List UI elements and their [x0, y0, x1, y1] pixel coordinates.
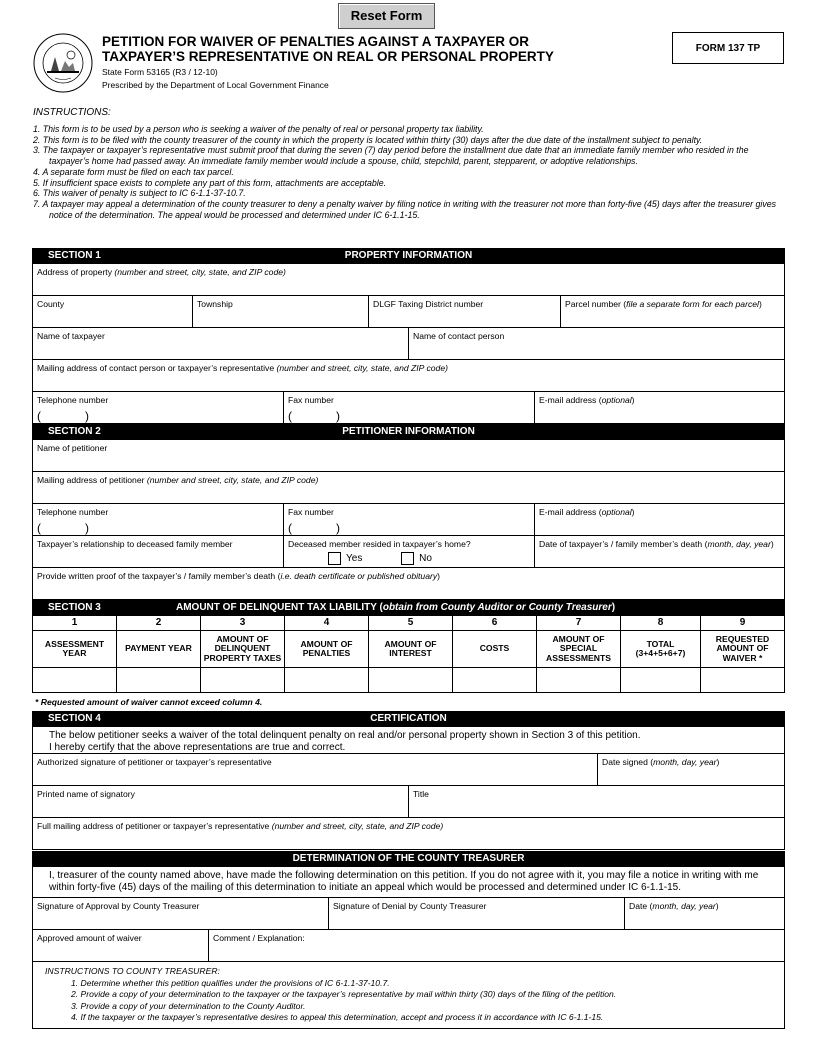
instructions-list	[33, 124, 783, 220]
county-field[interactable]: County	[33, 296, 193, 327]
property-address-field[interactable]: Address of property (number and street, city, state, and ZIP code)	[37, 267, 286, 277]
comment-field[interactable]: Comment / Explanation:	[213, 933, 305, 943]
petitioner-telephone-field[interactable]: Telephone number ( )	[33, 504, 284, 535]
assessment-year-input[interactable]	[33, 668, 117, 692]
printed-name-field[interactable]: Printed name of signatory	[33, 786, 409, 817]
form-body	[32, 248, 785, 1029]
petitioner-name-field[interactable]: Name of petitioner	[37, 443, 108, 453]
proof-of-death-field[interactable]: Provide written proof of the taxpayer’s / family member’s death (i.e. death certificate or published obituary)	[37, 571, 441, 581]
determination-date-field[interactable]: Date (month, day, year)	[629, 901, 719, 911]
special-assessments-input[interactable]	[537, 668, 621, 692]
fax-field[interactable]: Fax number ( )	[284, 392, 535, 423]
parcel-number-field[interactable]: Parcel number (file a separate form for each parcel)	[565, 299, 762, 309]
township-field[interactable]: Township	[193, 296, 369, 327]
petitioner-email-field[interactable]: E-mail address (optional)	[539, 507, 635, 517]
contact-mailing-address-field[interactable]: Mailing address of contact person or taxpayer’s representative (number and street, city, state, and ZIP code)	[37, 363, 448, 373]
instruction-item: 1. This form is to be used by a person who is seeking a waiver of the penalty of real or personal property tax liability.	[33, 124, 484, 134]
section3-header: SECTION 3 AMOUNT OF DELINQUENT TAX LIABILITY (obtain from County Auditor or County Treasurer)	[32, 600, 785, 616]
determination-header: DETERMINATION OF THE COUNTY TREASURER	[32, 851, 785, 867]
liability-table-row[interactable]	[32, 668, 785, 693]
instruction-item: 2. This form is to be filed with the county treasurer of the county in which the property is located within thirty (30) days after the due date of the installment subject to penalty.	[33, 134, 703, 145]
treasurer-instruction-item: 1. Determine whether this petition qualifies under the provisions of IC 6-1.1-37-10.7.	[71, 977, 390, 988]
waiver-note: * Requested amount of waiver cannot exceed column 4.	[35, 697, 263, 707]
approval-signature-field[interactable]: Signature of Approval by County Treasurer	[33, 898, 329, 929]
date-of-death-field[interactable]: Date of taxpayer’s / family member’s death (month, day, year)	[539, 539, 774, 549]
state-seal-icon	[33, 33, 93, 93]
instruction-item: 4. A separate form must be filed on each tax parcel.	[33, 166, 234, 177]
section4-header: SECTION 4 CERTIFICATION	[32, 711, 785, 727]
title-field[interactable]: Title	[413, 789, 429, 799]
full-mailing-address-field[interactable]: Full mailing address of petitioner or taxpayer’s representative (number and street, city, state, and ZIP code)	[37, 821, 444, 831]
payment-year-input[interactable]	[117, 668, 201, 692]
state-form-number: State Form 53165 (R3 / 12-10)	[102, 67, 218, 77]
treasurer-instruction-item: 2. Provide a copy of your determination to the taxpayer or the taxpayer’s representative by mail within thirty (30) days of the filing of the petition.	[71, 989, 617, 999]
contact-name-field[interactable]: Name of contact person	[413, 331, 505, 341]
no-checkbox[interactable]	[401, 552, 414, 565]
interest-input[interactable]	[369, 668, 453, 692]
section1-header: SECTION 1 PROPERTY INFORMATION	[32, 248, 785, 264]
determination-statement: I, treasurer of the county named above, have made the following determination on this petition. If you do not agree with it, you may file a notice in writing with me within forty-five (45) days of the mailing of this determination to initiate an appeal which would be processed and determined under IC 6-1.1-15.	[32, 867, 785, 898]
no-label: No	[419, 553, 432, 565]
instruction-item: 5. If insufficient space exists to complete any part of this form, attachments are acceptable.	[33, 177, 387, 188]
form-number-box: FORM 137 TP	[672, 32, 784, 64]
telephone-field[interactable]: Telephone number ( )	[33, 392, 284, 423]
instruction-item: 6. This waiver of penalty is subject to IC 6-1.1-37-10.7.	[33, 188, 246, 199]
requested-waiver-input[interactable]	[701, 668, 784, 692]
delinquent-taxes-input[interactable]	[201, 668, 285, 692]
instructions-heading: INSTRUCTIONS:	[33, 107, 111, 118]
petitioner-mailing-address-field[interactable]: Mailing address of petitioner (number and street, city, state, and ZIP code)	[37, 475, 319, 485]
liability-table-header: ASSESSMENT YEAR PAYMENT YEAR AMOUNT OF DELINQUENT PROPERTY TAXES AMOUNT OF PENALTIES AMOUNT OF INTEREST COSTS AMOUNT OF SPECIAL ASSESSMENTS TOTAL (3+4+5+6+7) REQUESTED AMOUNT OF WAIVER *	[32, 631, 785, 668]
relationship-field[interactable]: Taxpayer’s relationship to deceased family member	[33, 536, 284, 567]
denial-signature-field[interactable]: Signature of Denial by County Treasurer	[329, 898, 625, 929]
section2-header: SECTION 2 PETITIONER INFORMATION	[32, 424, 785, 440]
prescribed-by: Prescribed by the Department of Local Government Finance	[102, 80, 329, 90]
column-numbers: 1 2 3 4 5 6 7 8 9	[32, 616, 785, 631]
treasurer-instruction-item: 4. If the taxpayer or the taxpayer’s representative desires to appeal this determination, accept and process it in accordance with IC 6-1.1-15.	[71, 1012, 604, 1022]
penalties-input[interactable]	[285, 668, 369, 692]
email-field[interactable]: E-mail address (optional)	[539, 395, 635, 405]
instruction-item: 3. The taxpayer or taxpayer’s representative must submit proof that during the seven (7) day period before the installment due date that an immediate family member who resided in the taxpayer’s home had passed away. An immediate family member would include a spouse, child, stepchild, parent, stepparent, or adoptive relationships.	[33, 145, 749, 167]
resided-question: Deceased member resided in taxpayer’s home? Yes No	[284, 536, 535, 567]
taxpayer-name-field[interactable]: Name of taxpayer	[33, 328, 409, 359]
yes-checkbox[interactable]	[328, 552, 341, 565]
dlgf-district-field[interactable]: DLGF Taxing District number	[369, 296, 561, 327]
total-input[interactable]	[621, 668, 701, 692]
petitioner-fax-field[interactable]: Fax number ( )	[284, 504, 535, 535]
date-signed-field[interactable]: Date signed (month, day, year)	[602, 757, 720, 767]
instruction-item: 7. A taxpayer may appeal a determination of the county treasurer to deny a penalty waiver by filing notice in writing with the treasurer not more than forty-five (45) days after the treasurer gives notice of the determination. The appeal would be processed and determined under IC 6-1.1-15.	[33, 198, 777, 220]
certification-statement: The below petitioner seeks a waiver of the total delinquent penalty on real and/or personal property shown in Section 3 of this petition. I hereby certify that the above representations are true and correct.	[32, 727, 785, 754]
costs-input[interactable]	[453, 668, 537, 692]
form-title: PETITION FOR WAIVER OF PENALTIES AGAINST A TAXPAYER OR TAXPAYER’S REPRESENTATIVE ON REAL OR PERSONAL PROPERTY	[102, 34, 554, 64]
petitioner-signature-field[interactable]: Authorized signature of petitioner or taxpayer’s representative	[33, 754, 598, 785]
reset-form-button[interactable]: Reset Form	[338, 3, 435, 29]
yes-label: Yes	[346, 553, 363, 565]
approved-amount-field[interactable]: Approved amount of waiver	[33, 930, 209, 961]
treasurer-instructions: INSTRUCTIONS TO COUNTY TREASURER: 1. Determine whether this petition qualifies under the provisions of IC 6-1.1-37-10.7. 2. Provide a copy of your determination to the taxpayer or the taxpayer’s representative by mail within thirty (30) days of the filing of the petition. 3. Provide a copy of your determination to the County Auditor. 4. If the taxpayer or the taxpayer’s representative desires to appeal this determination, accept and process it in accordance with IC 6-1.1-15.	[32, 962, 785, 1029]
treasurer-instruction-item: 3. Provide a copy of your determination to the County Auditor.	[71, 1000, 306, 1011]
